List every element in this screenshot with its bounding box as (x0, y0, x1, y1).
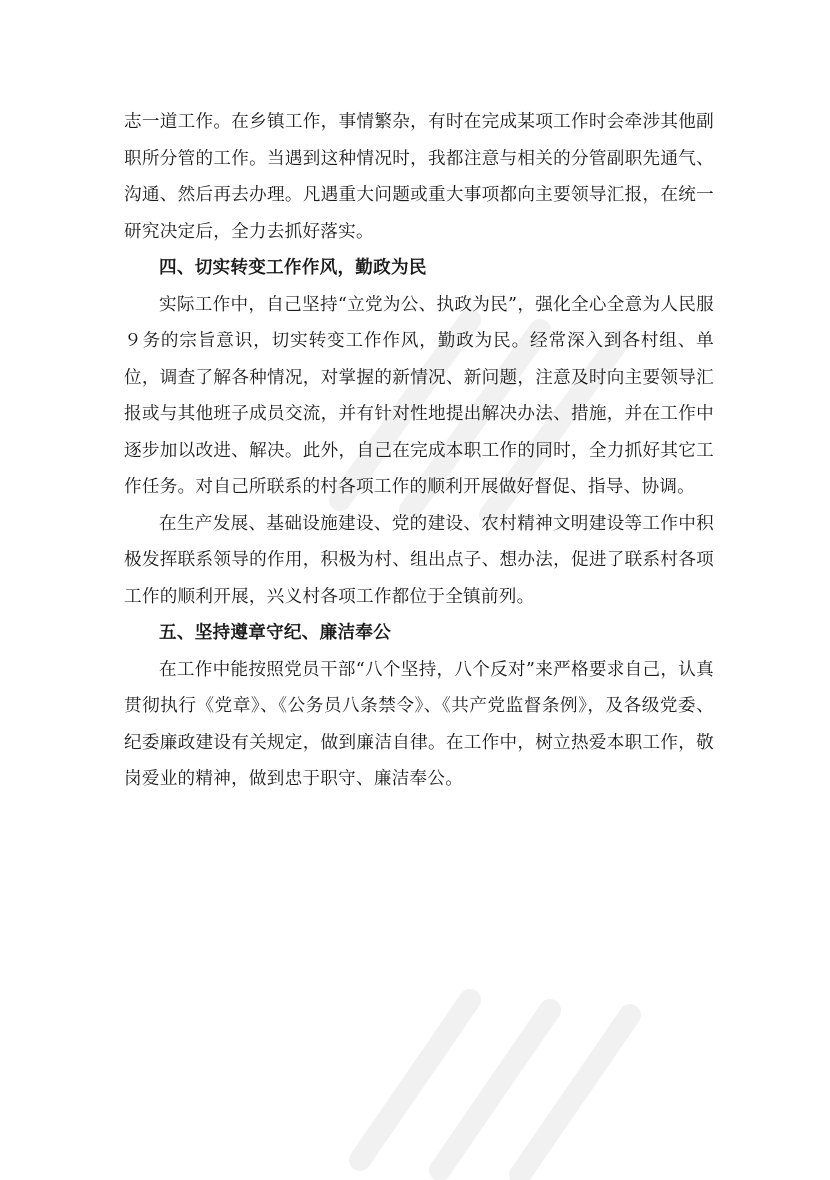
intro-paragraph: 志一道工作。在乡镇工作，事情繁杂，有时在完成某项工作时会牵涉其他副职所分管的工作。当遇到这种情况时，我都注意与相关的分管副职先通气、沟通、然后再去办理。凡遇重大问题或重大事项都向主要领导汇报，在统一研究决定后，全力去抓好落实。 (124, 112, 714, 242)
watermark-logo-bottom-icon (320, 960, 680, 1180)
section-4-paragraph-1: 实际工作中，自己坚持“立党为公、执政为民”，强化全心全意为人民服９务的宗旨意识，切实转变工作作风，勤政为民。经常深入到各村组、单位，调查了解各种情况，对掌握的新情况、新问题，注意及时向主要领导汇报或与其他班子成员交流，并有针对性地提出解决办法、措施，并在工作中逐步加以改进、解决。此外，自己在完成本职工作的同时，全力抓好其它工作任务。对自己所联系的村各项工作的顺利开展做好督促、指导、协调。 (124, 294, 714, 497)
section-4-paragraph-2: 在生产发展、基础设施建设、党的建设、农村精神文明建设等工作中积极发挥联系领导的作用，积极为村、组出点子、想办法，促进了联系村各项工作的顺利开展，兴义村各项工作都位于全镇前列。 (124, 513, 714, 607)
section-5-paragraph-1: 在工作中能按照党员干部“八个坚持，八个反对”来严格要求自己，认真贯彻执行《党章》、《公务员八条禁令》、《共产党监督条例》，及各级党委、纪委廉政建设有关规定，做到廉洁自律。在工作中，树立热爱本职工作，敬岗爱业的精神，做到忠于职守、廉洁奉公。 (124, 659, 714, 789)
section-4-heading: 四、切实转变工作作风，勤政为民 (159, 257, 427, 278)
document-body (124, 104, 714, 798)
section-5-heading: 五、坚持遵章守纪、廉洁奉公 (159, 622, 391, 643)
